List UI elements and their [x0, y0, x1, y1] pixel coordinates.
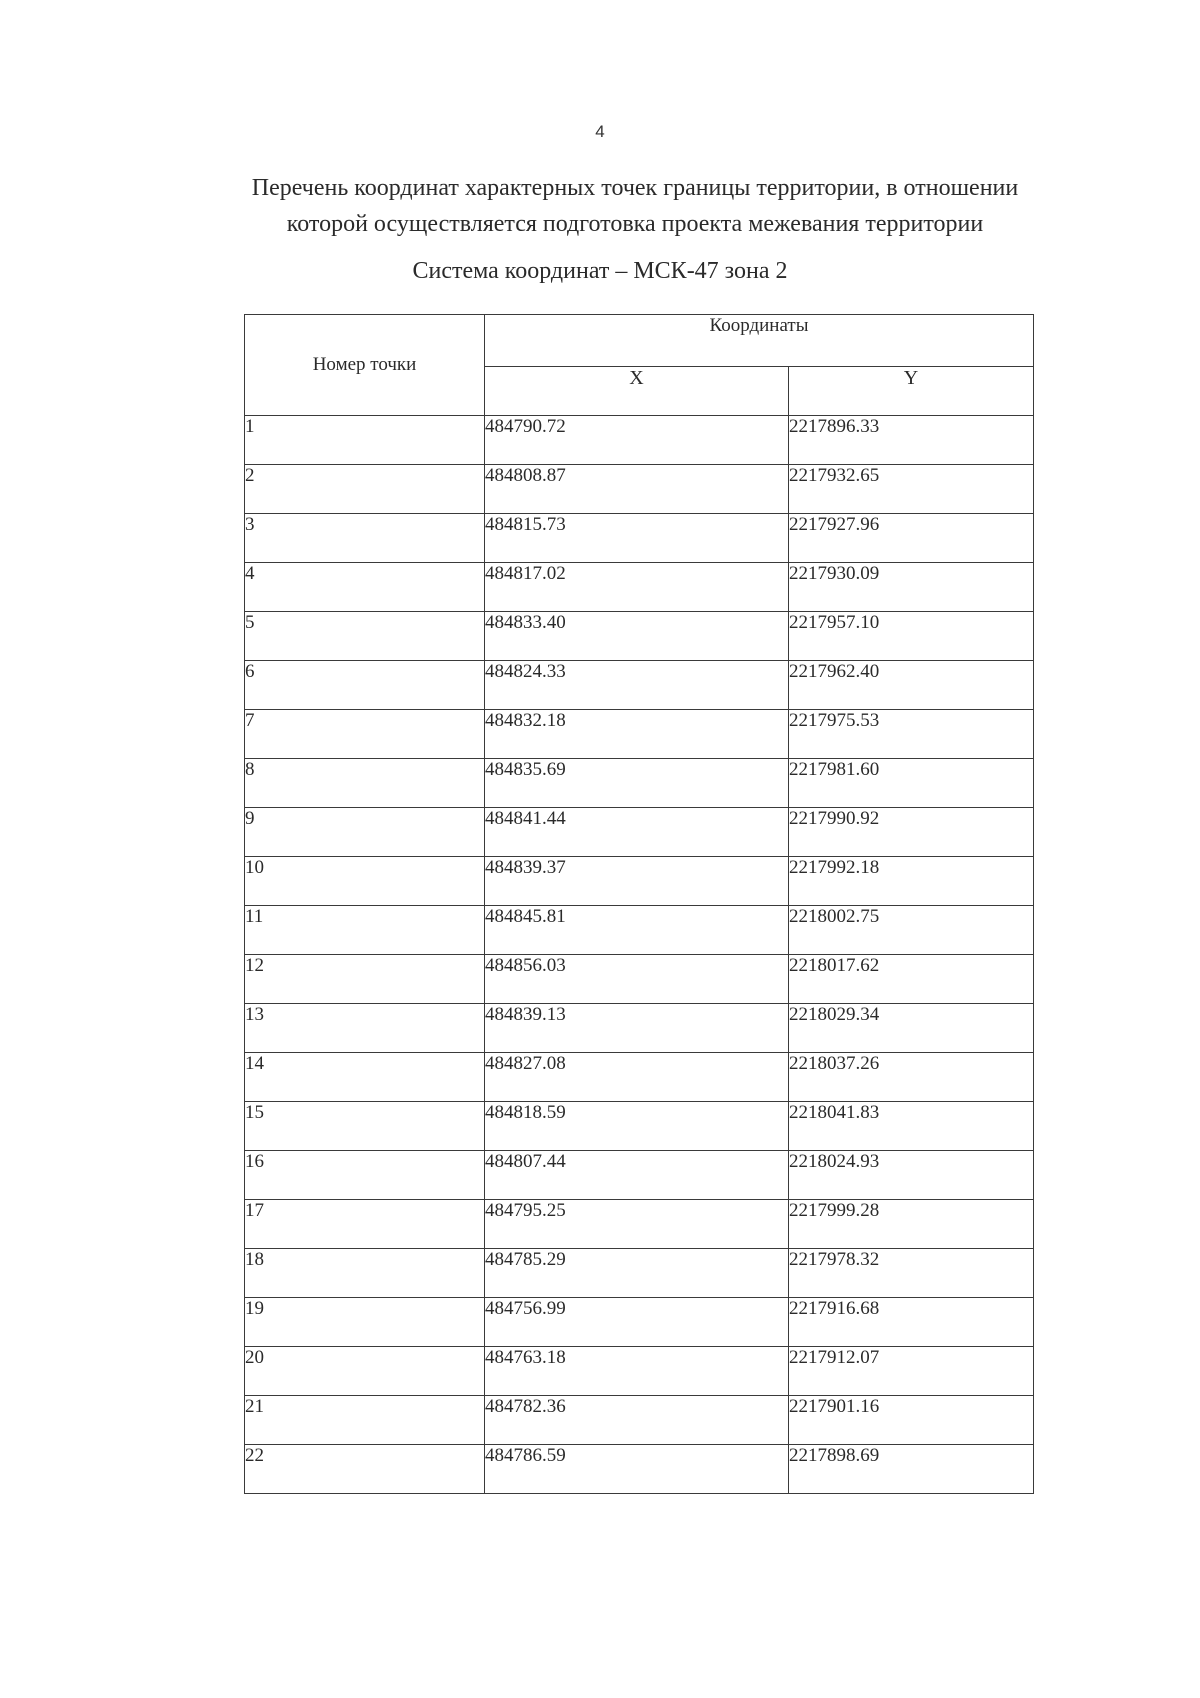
x-coordinate-cell: 484835.69	[485, 759, 789, 808]
table-row	[245, 1151, 1034, 1200]
x-coordinate-cell: 484824.33	[485, 661, 789, 710]
table-row	[245, 612, 1034, 661]
y-coordinate-cell: 2218037.26	[789, 1053, 1034, 1102]
table-row	[245, 1102, 1034, 1151]
table-row	[245, 1347, 1034, 1396]
point-number-cell: 20	[245, 1347, 485, 1396]
point-number-cell: 6	[245, 661, 485, 710]
x-coordinate-cell: 484782.36	[485, 1396, 789, 1445]
coordinates-table-header	[245, 315, 1034, 416]
x-coordinate-cell: 484818.59	[485, 1102, 789, 1151]
point-number-cell: 16	[245, 1151, 485, 1200]
table-row	[245, 906, 1034, 955]
x-coordinate-cell: 484808.87	[485, 465, 789, 514]
y-coordinate-cell: 2217898.69	[789, 1445, 1034, 1494]
y-coordinate-cell: 2217901.16	[789, 1396, 1034, 1445]
y-coordinate-cell: 2217957.10	[789, 612, 1034, 661]
point-number-cell: 9	[245, 808, 485, 857]
x-coordinate-cell: 484839.37	[485, 857, 789, 906]
x-coordinate-cell: 484763.18	[485, 1347, 789, 1396]
x-coordinate-cell: 484807.44	[485, 1151, 789, 1200]
point-number-cell: 14	[245, 1053, 485, 1102]
y-coordinate-cell: 2218029.34	[789, 1004, 1034, 1053]
y-coordinate-cell: 2217932.65	[789, 465, 1034, 514]
document-title-line-2: которой осуществляется подготовка проекта межевания территории	[286, 211, 984, 237]
y-coordinate-cell: 2217990.92	[789, 808, 1034, 857]
point-number-cell: 4	[245, 563, 485, 612]
table-row	[245, 416, 1034, 465]
point-number-cell: 19	[245, 1298, 485, 1347]
point-number-cell: 5	[245, 612, 485, 661]
point-number-cell: 15	[245, 1102, 485, 1151]
y-coordinate-cell: 2217962.40	[789, 661, 1034, 710]
point-number-cell: 2	[245, 465, 485, 514]
coordinates-table	[244, 314, 1034, 1494]
table-row	[245, 955, 1034, 1004]
y-coordinate-cell: 2217981.60	[789, 759, 1034, 808]
x-coordinate-cell: 484786.59	[485, 1445, 789, 1494]
x-coordinate-cell: 484756.99	[485, 1298, 789, 1347]
coordinate-system-caption: Система координат – МСК-47 зона 2	[412, 258, 788, 284]
x-coordinate-cell: 484817.02	[485, 563, 789, 612]
x-coordinate-cell: 484795.25	[485, 1200, 789, 1249]
point-number-cell: 18	[245, 1249, 485, 1298]
table-row	[245, 759, 1034, 808]
point-number-cell: 22	[245, 1445, 485, 1494]
y-coordinate-cell: 2218017.62	[789, 955, 1034, 1004]
x-column-header: X	[485, 366, 789, 416]
y-coordinate-cell: 2217992.18	[789, 857, 1034, 906]
y-coordinate-cell: 2217896.33	[789, 416, 1034, 465]
point-number-cell: 8	[245, 759, 485, 808]
table-row	[245, 1200, 1034, 1249]
y-coordinate-cell: 2218041.83	[789, 1102, 1034, 1151]
table-row	[245, 563, 1034, 612]
document-title-line-1: Перечень координат характерных точек границы территории, в отношении	[251, 175, 1019, 201]
y-coordinate-cell: 2217978.32	[789, 1249, 1034, 1298]
x-coordinate-cell: 484785.29	[485, 1249, 789, 1298]
point-number-cell: 3	[245, 514, 485, 563]
table-row	[245, 1053, 1034, 1102]
y-coordinate-cell: 2217927.96	[789, 514, 1034, 563]
y-coordinate-cell: 2217930.09	[789, 563, 1034, 612]
y-coordinate-cell: 2217916.68	[789, 1298, 1034, 1347]
coordinates-header: Координаты	[485, 315, 1034, 367]
y-coordinate-cell: 2218002.75	[789, 906, 1034, 955]
point-number-cell: 17	[245, 1200, 485, 1249]
table-row	[245, 1298, 1034, 1347]
x-coordinate-cell: 484790.72	[485, 416, 789, 465]
table-row	[245, 1396, 1034, 1445]
page-number: 4	[595, 122, 605, 141]
document-title	[150, 170, 1120, 242]
point-number-cell: 11	[245, 906, 485, 955]
point-number-cell: 7	[245, 710, 485, 759]
coordinates-table-body	[245, 416, 1034, 1494]
table-row	[245, 1249, 1034, 1298]
table-row	[245, 465, 1034, 514]
x-coordinate-cell: 484832.18	[485, 710, 789, 759]
x-coordinate-cell: 484839.13	[485, 1004, 789, 1053]
table-row	[245, 808, 1034, 857]
table-row	[245, 857, 1034, 906]
x-coordinate-cell: 484815.73	[485, 514, 789, 563]
point-number-cell: 1	[245, 416, 485, 465]
y-coordinate-cell: 2217975.53	[789, 710, 1034, 759]
table-row	[245, 514, 1034, 563]
y-coordinate-cell: 2217999.28	[789, 1200, 1034, 1249]
point-number-header: Номер точки	[245, 315, 485, 416]
x-coordinate-cell: 484833.40	[485, 612, 789, 661]
point-number-cell: 12	[245, 955, 485, 1004]
x-coordinate-cell: 484827.08	[485, 1053, 789, 1102]
y-column-header: Y	[789, 366, 1034, 416]
y-coordinate-cell: 2218024.93	[789, 1151, 1034, 1200]
x-coordinate-cell: 484845.81	[485, 906, 789, 955]
point-number-cell: 21	[245, 1396, 485, 1445]
x-coordinate-cell: 484841.44	[485, 808, 789, 857]
table-row	[245, 710, 1034, 759]
point-number-cell: 10	[245, 857, 485, 906]
table-row	[245, 1004, 1034, 1053]
x-coordinate-cell: 484856.03	[485, 955, 789, 1004]
table-row	[245, 1445, 1034, 1494]
y-coordinate-cell: 2217912.07	[789, 1347, 1034, 1396]
table-row	[245, 661, 1034, 710]
point-number-cell: 13	[245, 1004, 485, 1053]
